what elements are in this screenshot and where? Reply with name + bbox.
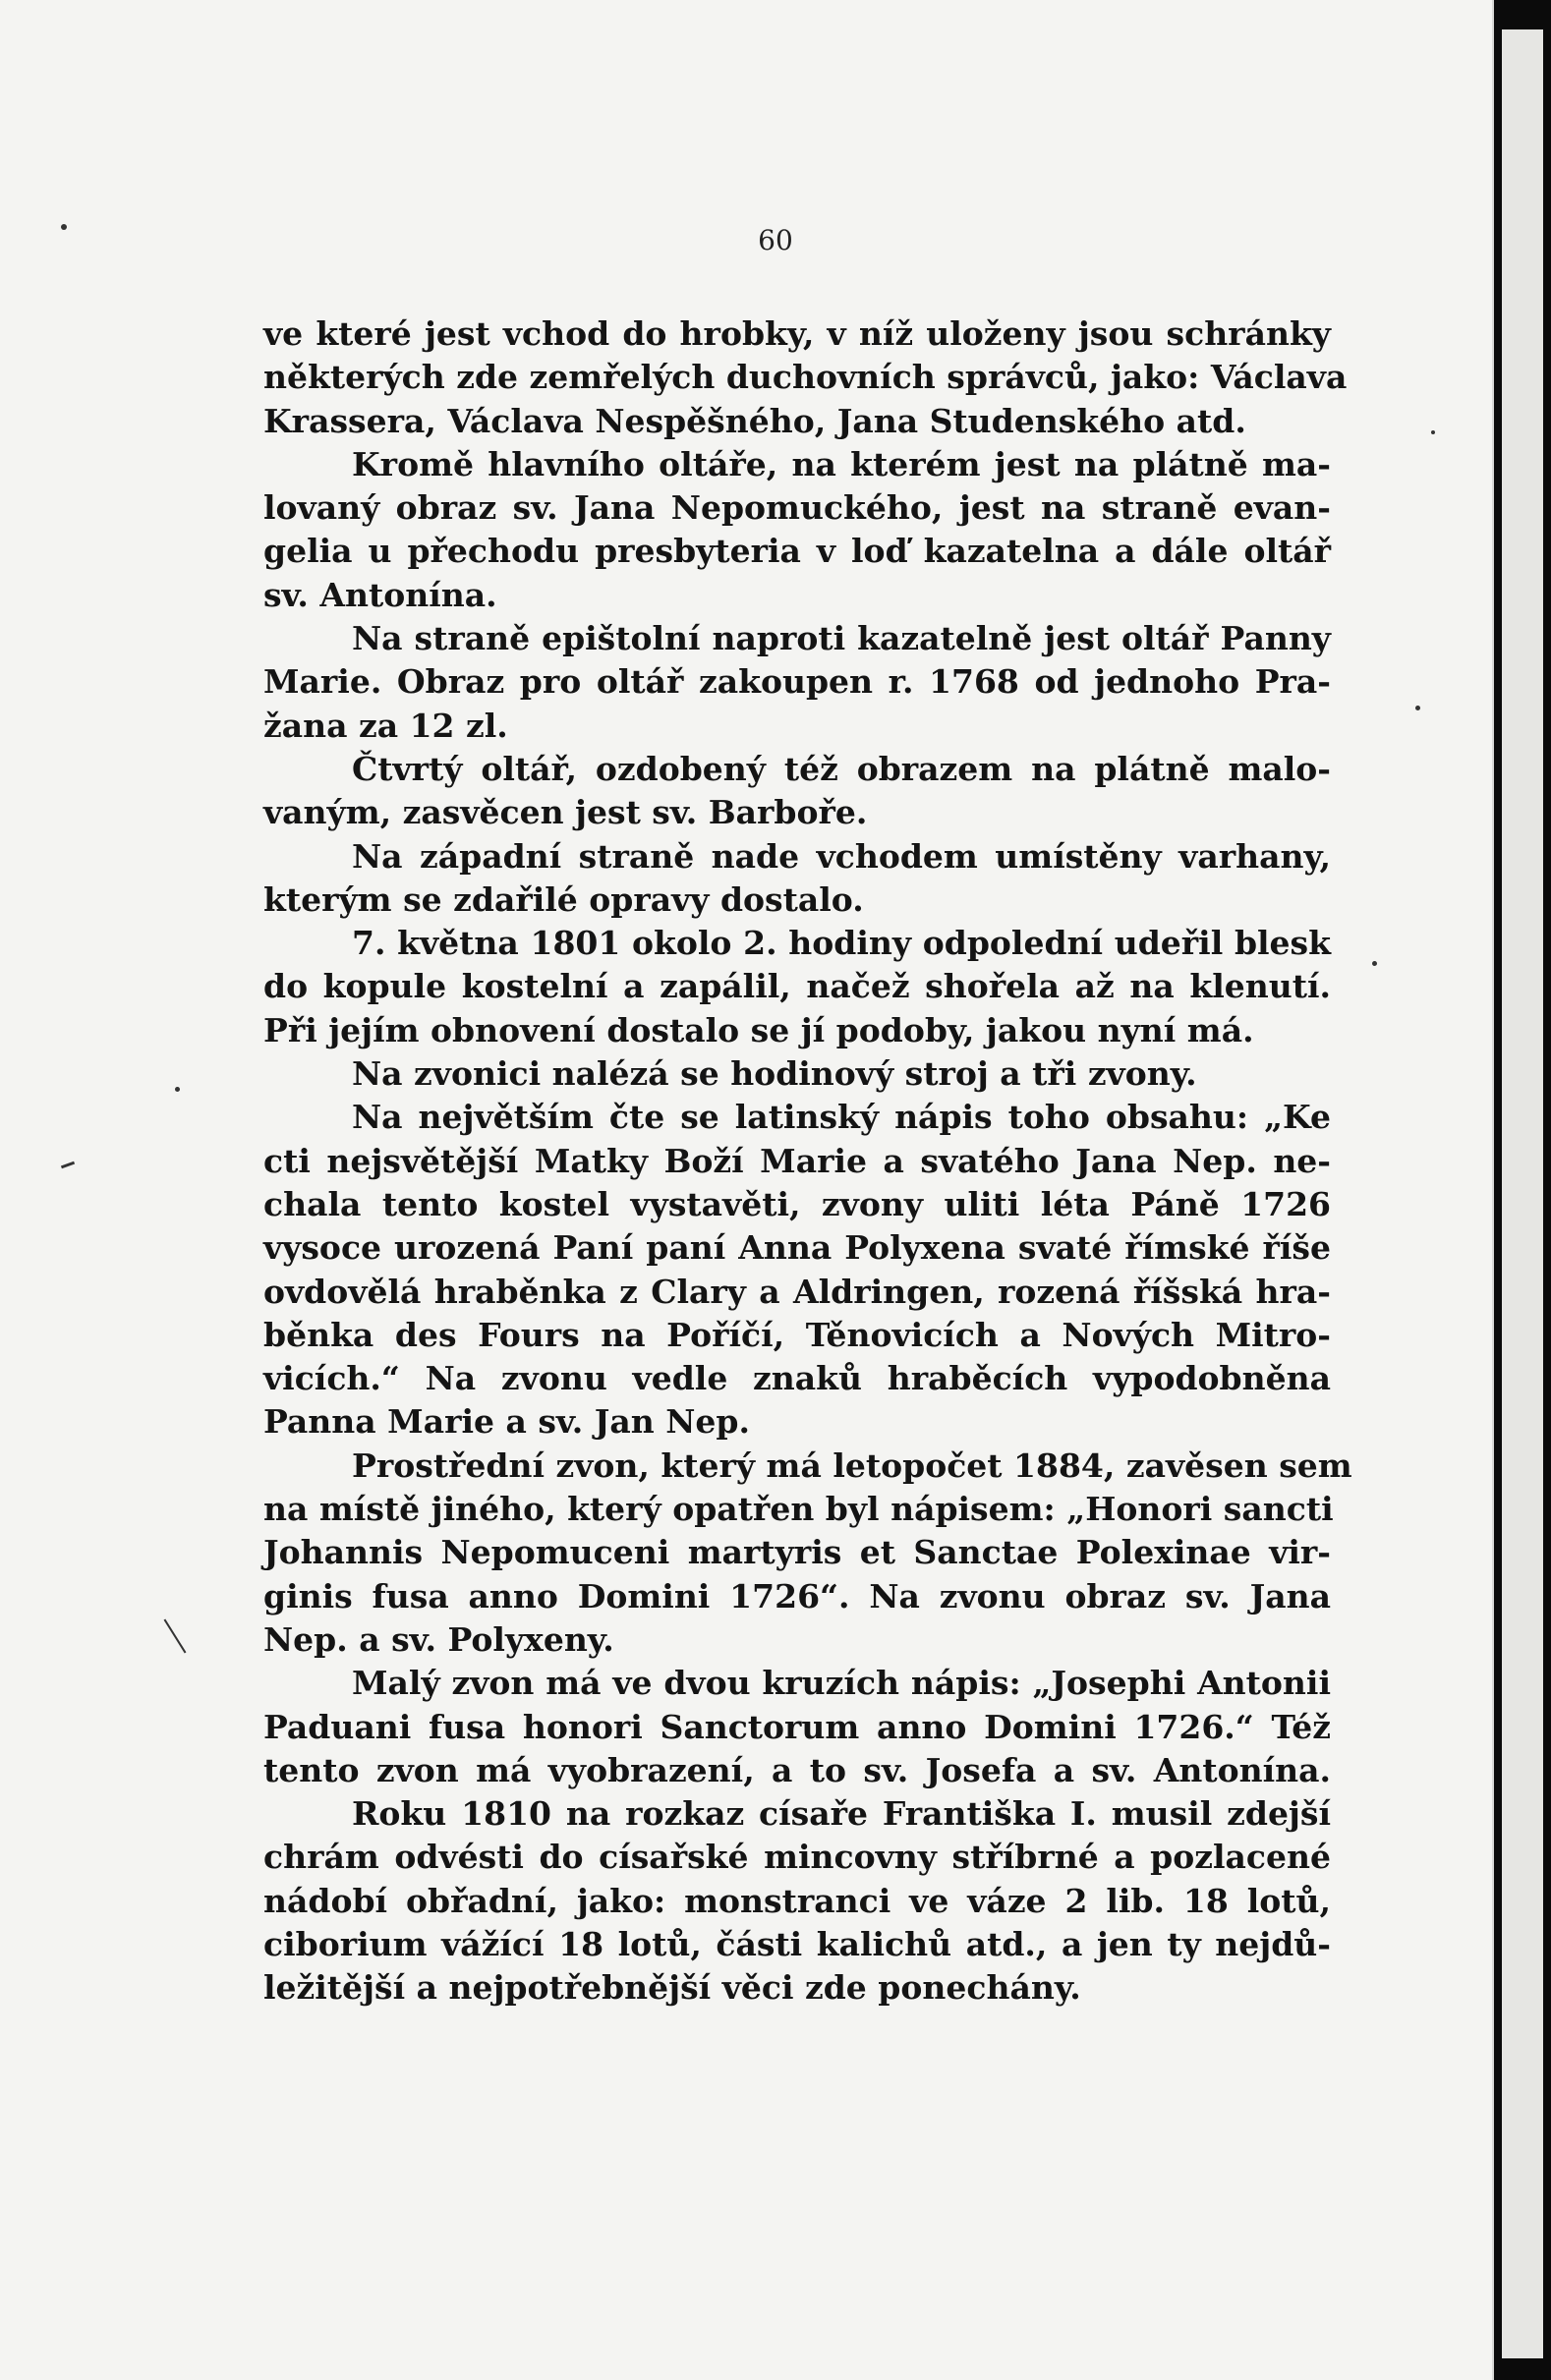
text-line: ginis fusa anno Domini 1726“. Na zvonu obraz sv. Jana [263, 1576, 1331, 1615]
scan-speck [1372, 961, 1377, 966]
text-line: Malý zvon má ve dvou kruzích nápis: „Josephi Antonii [352, 1664, 1331, 1703]
text-line: sv. Antonína. [263, 575, 497, 614]
body-text [263, 312, 1352, 2011]
text-line: na místě jiného, který opatřen byl nápisem: „Honori sancti [263, 1490, 1334, 1529]
text-line: Paduani fusa honori Sanctorum anno Domini 1726.“ Též [263, 1707, 1331, 1746]
text-line: ovdovělá hraběnka z Clary a Aldringen, rozená říšská hra- [263, 1272, 1331, 1311]
scan-speck [61, 224, 67, 230]
text-line: cti nejsvětější Matky Boží Marie a svatého Jana Nep. ne- [263, 1141, 1331, 1180]
page-number: 60 [758, 224, 793, 256]
text-line: chrám odvésti do císařské mincovny stříbrné a pozlacené [263, 1838, 1331, 1877]
text-line: do kopule kostelní a zapálil, načež shořela až na klenutí. [263, 967, 1331, 1006]
text-line: Kromě hlavního oltáře, na kterém jest na plátně ma- [352, 444, 1331, 483]
scan-right-edge [1494, 0, 1551, 2380]
text-line: nádobí obřadní, jako: monstranci ve váze 2 lib. 18 lotů, [263, 1881, 1331, 1920]
text-line: Johannis Nepomuceni martyris et Sanctae Polexinae vir- [263, 1533, 1331, 1572]
text-line: běnka des Fours na Poříčí, Těnovicích a Nových Mitro- [263, 1315, 1331, 1354]
adjacent-page-strip [1502, 29, 1543, 2358]
text-line: Na západní straně nade vchodem umístěny varhany, [352, 836, 1331, 876]
text-line: 7. května 1801 okolo 2. hodiny odpolední udeřil blesk [352, 924, 1331, 963]
text-line: Roku 1810 na rozkaz císaře Františka I. musil zdejší [352, 1794, 1331, 1834]
text-line: tento zvon má vyobrazení, a to sv. Josefa a sv. Antonína. [263, 1750, 1331, 1789]
text-line: chala tento kostel vystavěti, zvony uliti léta Páně 1726 [263, 1184, 1331, 1223]
text-line: kterým se zdařilé opravy dostalo. [263, 879, 864, 919]
scan-speck [61, 1162, 75, 1169]
text-line: některých zde zemřelých duchovních správců, jako: Václava [263, 358, 1348, 397]
scan-speck [164, 1619, 187, 1654]
text-line: Na straně epištolní naproti kazatelně jest oltář Panny [352, 619, 1331, 658]
text-line: vaným, zasvěcen jest sv. Barboře. [263, 793, 868, 832]
text-line: Krassera, Václava Nespěšného, Jana Studenského atd. [263, 401, 1246, 440]
text-line: ležitější a nejpotřebnější věci zde ponechány. [263, 1968, 1081, 2008]
scan-speck [175, 1087, 180, 1092]
text-line: lovaný obraz sv. Jana Nepomuckého, jest na straně evan- [263, 488, 1331, 528]
text-line: Marie. Obraz pro oltář zakoupen r. 1768 od jednoho Pra- [263, 662, 1331, 702]
text-line: vysoce urozená Paní paní Anna Polyxena svaté římské říše [263, 1228, 1331, 1268]
text-line: gelia u přechodu presbyteria v loď kazatelna a dále oltář [263, 532, 1331, 571]
text-line: ve které jest vchod do hrobky, v níž uloženy jsou schránky [263, 314, 1331, 353]
text-line: vicích.“ Na zvonu vedle znaků hraběcích vypodobněna [263, 1359, 1331, 1398]
text-line: ciborium vážící 18 lotů, části kalichů atd., a jen ty nejdů- [263, 1924, 1331, 1963]
text-line: Nep. a sv. Polyxeny. [263, 1619, 614, 1659]
text-line: žana za 12 zl. [263, 706, 508, 745]
text-line: Na zvonici nalézá se hodinový stroj a tři zvony. [352, 1054, 1197, 1094]
text-line: Při jejím obnovení dostalo se jí podoby, jakou nyní má. [263, 1010, 1254, 1049]
text-line: Na největším čte se latinský nápis toho obsahu: „Ke [352, 1098, 1331, 1137]
text-line: Čtvrtý oltář, ozdobený též obrazem na plátně malo- [352, 749, 1331, 788]
text-line: Prostřední zvon, který má letopočet 1884, zavěsen sem [352, 1445, 1352, 1485]
scan-speck [1415, 706, 1420, 710]
scan-speck [1431, 430, 1435, 434]
text-line: Panna Marie a sv. Jan Nep. [263, 1402, 750, 1442]
